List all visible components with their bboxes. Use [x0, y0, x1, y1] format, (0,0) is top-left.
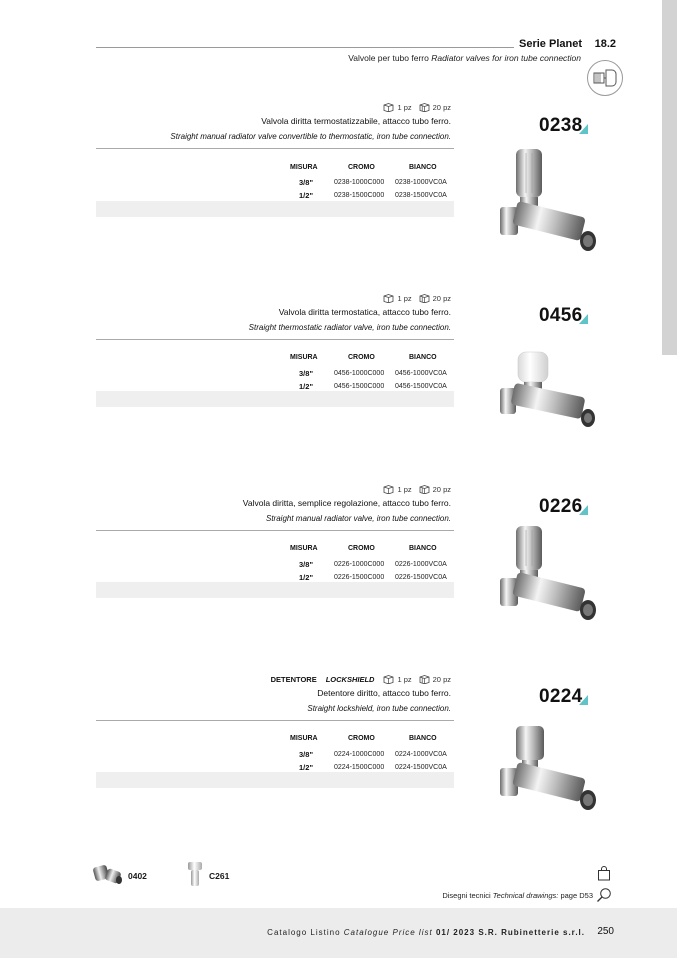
single-box-icon [383, 485, 394, 494]
tech-it: Disegni tecnici [442, 891, 491, 900]
header-subtitle [348, 53, 581, 63]
single-box-icon [383, 294, 394, 303]
row-size: 1/2" [299, 382, 313, 391]
row-white-code: 0226-1000VC0A [395, 561, 447, 568]
tech-page: page D53 [560, 891, 593, 900]
col-chrome: CROMO [348, 545, 375, 552]
row-white-code: 0456-1000VC0A [395, 370, 447, 377]
row-size: 3/8" [299, 560, 313, 569]
table-band [96, 582, 454, 598]
pack-large: 20 pz [432, 103, 451, 112]
row-size: 1/2" [299, 763, 313, 772]
row-white-code: 0238-1500VC0A [395, 192, 447, 199]
catalogue-footer [267, 928, 585, 937]
accessory-code: 0402 [128, 871, 147, 881]
row-chrome-code: 0226-1000C000 [334, 561, 385, 568]
row-white-code: 0224-1000VC0A [395, 751, 447, 758]
company-name: S.R. Rubinetterie s.r.l. [478, 928, 585, 937]
carton-icon [419, 675, 430, 684]
pack-small: 1 pz [397, 675, 412, 684]
tech-en: Technical drawings: [492, 891, 559, 900]
packaging-info [383, 103, 451, 112]
col-size: MISURA [290, 545, 318, 552]
col-size: MISURA [290, 735, 318, 742]
code-accent-mark [579, 505, 588, 515]
valve-image-0456 [496, 350, 604, 434]
product-code: 0456 [539, 305, 583, 326]
row-chrome-code: 0238-1500C000 [334, 192, 385, 199]
product-title-en: Straight thermostatic radiator valve, iron tube connection. [248, 323, 451, 332]
valve-image-0238 [496, 145, 604, 257]
row-size: 1/2" [299, 573, 313, 582]
lockshield-tag-it: DETENTORE [270, 675, 317, 684]
col-white: BIANCO [409, 735, 437, 742]
row-white-code: 0456-1500VC0A [395, 383, 447, 390]
header-rule [96, 47, 514, 48]
technical-drawings-ref [442, 891, 593, 900]
col-chrome: CROMO [348, 164, 375, 171]
row-chrome-code: 0456-1000C000 [334, 370, 385, 377]
row-chrome-code: 0224-1000C000 [334, 751, 385, 758]
table-band [96, 201, 454, 217]
valve-image-0224 [496, 722, 604, 814]
col-size: MISURA [290, 354, 318, 361]
lockshield-tag-en: LOCKSHIELD [325, 675, 375, 684]
page-number: 250 [597, 926, 614, 937]
packaging-info [383, 294, 451, 303]
table-rule [96, 148, 454, 149]
subtitle-it: Valvole per tubo ferro [348, 53, 429, 63]
product-title-it: Valvola diritta termostatizzabile, attacco tubo ferro. [261, 116, 451, 126]
carton-icon [419, 294, 430, 303]
accessory-code: C261 [209, 871, 230, 881]
row-size: 3/8" [299, 750, 313, 759]
code-accent-mark [579, 314, 588, 324]
pack-small: 1 pz [397, 103, 412, 112]
product-title-en: Straight manual radiator valve, iron tube connection. [266, 514, 451, 523]
product-code: 0226 [539, 496, 583, 517]
table-rule [96, 530, 454, 531]
table-rule [96, 720, 454, 721]
section-number: 18.2 [594, 38, 616, 50]
accessory-0402-image [92, 862, 124, 886]
pack-small: 1 pz [397, 294, 412, 303]
product-title-en: Straight lockshield, iron tube connection. [307, 704, 451, 713]
shopping-bag-icon[interactable] [597, 866, 611, 881]
row-white-code: 0224-1500VC0A [395, 764, 447, 771]
row-size: 1/2" [299, 191, 313, 200]
table-rule [96, 339, 454, 340]
table-band [96, 772, 454, 788]
pack-large: 20 pz [432, 294, 451, 303]
carton-icon [419, 485, 430, 494]
catalog-edition: 01/ 2023 [435, 928, 476, 937]
col-white: BIANCO [409, 545, 437, 552]
carton-icon [419, 103, 430, 112]
product-title-it: Valvola diritta, semplice regolazione, attacco tubo ferro. [242, 498, 451, 508]
packaging-info [383, 485, 451, 494]
col-size: MISURA [290, 164, 318, 171]
magnifier-icon[interactable] [596, 887, 612, 903]
row-white-code: 0238-1000VC0A [395, 179, 447, 186]
code-accent-mark [579, 695, 588, 705]
col-chrome: CROMO [348, 354, 375, 361]
row-chrome-code: 0224-1500C000 [334, 764, 385, 771]
pack-large: 20 pz [432, 675, 451, 684]
subtitle-en: Radiator valves for iron tube connection [431, 53, 581, 63]
catalog-en: Catalogue Price list [343, 928, 433, 937]
side-tab [662, 0, 677, 355]
product-code: 0224 [539, 686, 583, 707]
col-white: BIANCO [409, 164, 437, 171]
iron-tube-icon [587, 60, 623, 96]
series-title: Serie Planet [519, 38, 582, 50]
row-size: 3/8" [299, 369, 313, 378]
product-title-en: Straight manual radiator valve convertible to thermostatic, iron tube connection. [170, 132, 451, 141]
row-size: 3/8" [299, 178, 313, 187]
product-title-it: Detentore diritto, attacco tubo ferro. [317, 688, 451, 698]
product-code: 0238 [539, 115, 583, 136]
code-accent-mark [579, 124, 588, 134]
single-box-icon [383, 675, 394, 684]
row-chrome-code: 0226-1500C000 [334, 574, 385, 581]
valve-image-0226 [496, 524, 604, 624]
pack-large: 20 pz [432, 485, 451, 494]
catalog-it: Catalogo Listino [267, 928, 341, 937]
table-band [96, 391, 454, 407]
accessory-c261-image [184, 860, 206, 888]
row-chrome-code: 0456-1500C000 [334, 383, 385, 390]
packaging-info [271, 675, 451, 684]
row-white-code: 0226-1500VC0A [395, 574, 447, 581]
col-chrome: CROMO [348, 735, 375, 742]
product-title-it: Valvola diritta termostatica, attacco tubo ferro. [278, 307, 451, 317]
pack-small: 1 pz [397, 485, 412, 494]
col-white: BIANCO [409, 354, 437, 361]
single-box-icon [383, 103, 394, 112]
row-chrome-code: 0238-1000C000 [334, 179, 385, 186]
